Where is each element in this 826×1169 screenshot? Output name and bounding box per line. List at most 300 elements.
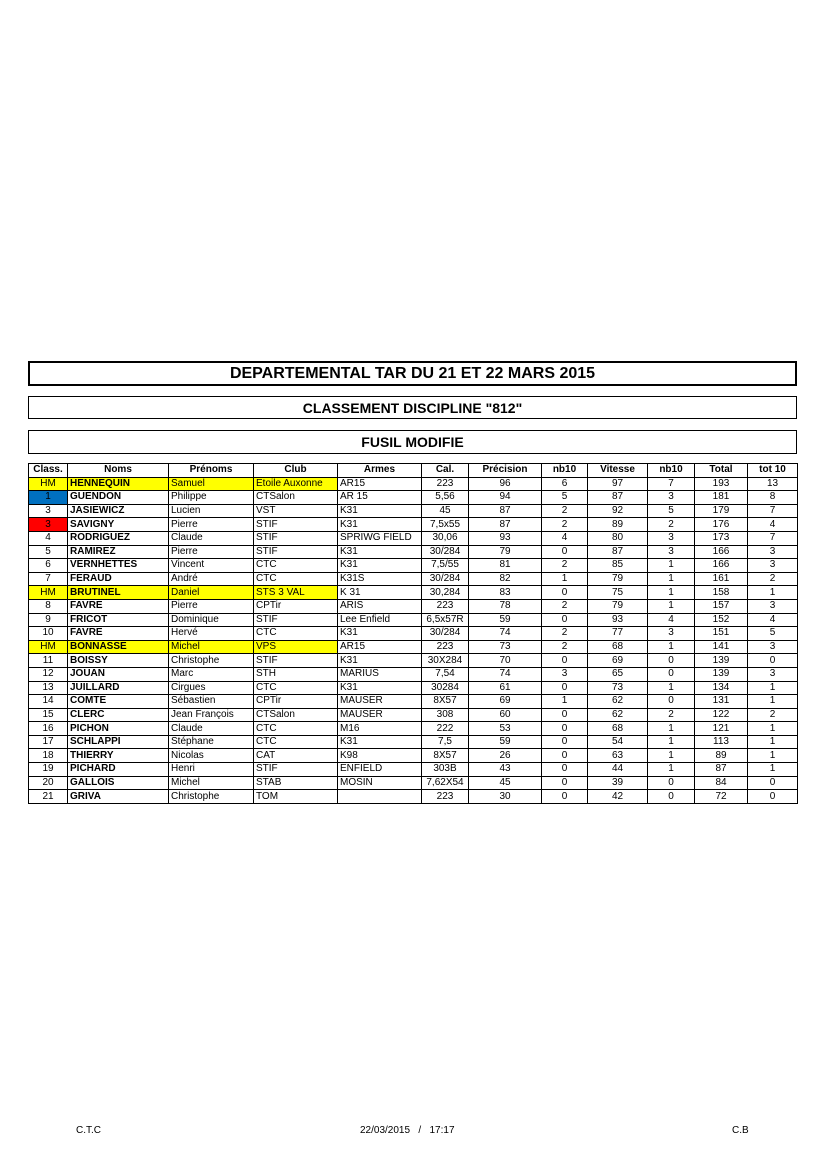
cell-club: CTC	[254, 559, 338, 573]
cell-nom: BONNASSE	[68, 640, 169, 654]
header-club: Club	[254, 464, 338, 478]
cell-nb10-precision: 0	[542, 790, 588, 804]
cell-tot10: 3	[748, 559, 798, 573]
cell-nb10-vitesse: 7	[648, 477, 695, 491]
cell-precision: 82	[469, 572, 542, 586]
cell-arme: ARIS	[338, 599, 422, 613]
cell-cal: 30,06	[422, 531, 469, 545]
cell-tot10: 2	[748, 708, 798, 722]
cell-prenom: Michel	[169, 640, 254, 654]
cell-arme: SPRIWG FIELD	[338, 531, 422, 545]
cell-class: 1	[29, 491, 68, 505]
cell-precision: 26	[469, 749, 542, 763]
cell-cal: 7,5/55	[422, 559, 469, 573]
cell-class: 14	[29, 695, 68, 709]
cell-nom: FAVRE	[68, 627, 169, 641]
cell-cal: 5,56	[422, 491, 469, 505]
cell-prenom: Pierre	[169, 518, 254, 532]
cell-arme: ENFIELD	[338, 763, 422, 777]
cell-vitesse: 44	[588, 763, 648, 777]
cell-class: 9	[29, 613, 68, 627]
cell-club: STIF	[254, 763, 338, 777]
cell-tot10: 1	[748, 749, 798, 763]
cell-total: 161	[695, 572, 748, 586]
cell-nb10-vitesse: 1	[648, 749, 695, 763]
table-row	[29, 722, 798, 736]
table-row	[29, 735, 798, 749]
cell-nb10-vitesse: 3	[648, 531, 695, 545]
cell-class: HM	[29, 640, 68, 654]
cell-nom: SCHLAPPI	[68, 735, 169, 749]
cell-tot10: 3	[748, 545, 798, 559]
cell-nb10-vitesse: 1	[648, 722, 695, 736]
cell-precision: 78	[469, 599, 542, 613]
page-title: DEPARTEMENTAL TAR DU 21 ET 22 MARS 2015	[229, 364, 596, 382]
cell-vitesse: 79	[588, 599, 648, 613]
cell-nb10-vitesse: 1	[648, 763, 695, 777]
cell-vitesse: 87	[588, 491, 648, 505]
header-nb10-precision: nb10	[542, 464, 588, 478]
cell-precision: 53	[469, 722, 542, 736]
cell-total: 157	[695, 599, 748, 613]
cell-nb10-vitesse: 1	[648, 735, 695, 749]
cell-tot10: 1	[748, 586, 798, 600]
cell-precision: 96	[469, 477, 542, 491]
cell-precision: 81	[469, 559, 542, 573]
header-nb10-vitesse: nb10	[648, 464, 695, 478]
cell-class: 16	[29, 722, 68, 736]
cell-prenom: Vincent	[169, 559, 254, 573]
cell-club: VPS	[254, 640, 338, 654]
cell-nom: CLERC	[68, 708, 169, 722]
cell-nb10-precision: 2	[542, 559, 588, 573]
cell-cal: 223	[422, 599, 469, 613]
cell-nb10-vitesse: 3	[648, 627, 695, 641]
cell-nb10-precision: 6	[542, 477, 588, 491]
header-class: Class.	[29, 464, 68, 478]
cell-total: 158	[695, 586, 748, 600]
cell-total: 121	[695, 722, 748, 736]
cell-precision: 93	[469, 531, 542, 545]
cell-club: Etoile Auxonne	[254, 477, 338, 491]
table-row	[29, 491, 798, 505]
cell-nb10-precision: 0	[542, 735, 588, 749]
table-row	[29, 504, 798, 518]
cell-total: 179	[695, 504, 748, 518]
cell-tot10: 7	[748, 504, 798, 518]
table-row	[29, 627, 798, 641]
cell-cal: 308	[422, 708, 469, 722]
cell-arme: M16	[338, 722, 422, 736]
table-row	[29, 763, 798, 777]
cell-precision: 74	[469, 627, 542, 641]
table-row	[29, 531, 798, 545]
table-row	[29, 545, 798, 559]
cell-vitesse: 62	[588, 695, 648, 709]
table-body	[29, 477, 798, 803]
cell-nom: GRIVA	[68, 790, 169, 804]
cell-arme: K31	[338, 654, 422, 668]
cell-vitesse: 62	[588, 708, 648, 722]
cell-club: STH	[254, 667, 338, 681]
header-prenom: Prénoms	[169, 464, 254, 478]
cell-class: 4	[29, 531, 68, 545]
cell-nb10-precision: 0	[542, 654, 588, 668]
cell-nb10-vitesse: 2	[648, 518, 695, 532]
discipline-title: CLASSEMENT DISCIPLINE "812"	[302, 399, 523, 416]
cell-class: 11	[29, 654, 68, 668]
cell-vitesse: 92	[588, 504, 648, 518]
cell-nom: JOUAN	[68, 667, 169, 681]
discipline-banner	[28, 396, 797, 419]
cell-arme: K31	[338, 681, 422, 695]
table-row	[29, 654, 798, 668]
cell-nb10-precision: 3	[542, 667, 588, 681]
cell-arme: MAUSER	[338, 695, 422, 709]
header-precision: Précision	[469, 464, 542, 478]
cell-prenom: Samuel	[169, 477, 254, 491]
cell-prenom: Christophe	[169, 654, 254, 668]
table-row	[29, 776, 798, 790]
cell-nom: HENNEQUIN	[68, 477, 169, 491]
cell-cal: 30/284	[422, 627, 469, 641]
cell-nb10-vitesse: 4	[648, 613, 695, 627]
cell-club: TOM	[254, 790, 338, 804]
cell-prenom: Dominique	[169, 613, 254, 627]
cell-nb10-precision: 0	[542, 613, 588, 627]
table-row	[29, 477, 798, 491]
cell-precision: 30	[469, 790, 542, 804]
cell-club: STIF	[254, 654, 338, 668]
cell-prenom: Daniel	[169, 586, 254, 600]
cell-total: 152	[695, 613, 748, 627]
cell-vitesse: 93	[588, 613, 648, 627]
cell-arme: K31	[338, 735, 422, 749]
cell-total: 134	[695, 681, 748, 695]
cell-class: 8	[29, 599, 68, 613]
cell-precision: 43	[469, 763, 542, 777]
cell-total: 151	[695, 627, 748, 641]
cell-tot10: 1	[748, 722, 798, 736]
cell-nb10-precision: 0	[542, 545, 588, 559]
cell-class: 5	[29, 545, 68, 559]
cell-vitesse: 73	[588, 681, 648, 695]
cell-tot10: 8	[748, 491, 798, 505]
cell-arme: MOSIN	[338, 776, 422, 790]
cell-nb10-vitesse: 3	[648, 491, 695, 505]
results-table	[28, 463, 798, 804]
cell-tot10: 3	[748, 599, 798, 613]
cell-vitesse: 80	[588, 531, 648, 545]
cell-nom: THIERRY	[68, 749, 169, 763]
cell-vitesse: 42	[588, 790, 648, 804]
cell-prenom: Pierre	[169, 545, 254, 559]
cell-prenom: Lucien	[169, 504, 254, 518]
cell-prenom: Claude	[169, 722, 254, 736]
cell-arme: K31S	[338, 572, 422, 586]
cell-nb10-precision: 1	[542, 695, 588, 709]
cell-precision: 45	[469, 776, 542, 790]
cell-nb10-precision: 2	[542, 504, 588, 518]
cell-nb10-precision: 0	[542, 776, 588, 790]
cell-cal: 30/284	[422, 545, 469, 559]
cell-vitesse: 87	[588, 545, 648, 559]
cell-class: 6	[29, 559, 68, 573]
table-row	[29, 667, 798, 681]
cell-precision: 83	[469, 586, 542, 600]
cell-arme: AR 15	[338, 491, 422, 505]
header-vitesse: Vitesse	[588, 464, 648, 478]
cell-cal: 45	[422, 504, 469, 518]
cell-tot10: 13	[748, 477, 798, 491]
cell-cal: 222	[422, 722, 469, 736]
cell-cal: 30/284	[422, 572, 469, 586]
cell-cal: 30,284	[422, 586, 469, 600]
header-arme: Armes	[338, 464, 422, 478]
cell-cal: 223	[422, 790, 469, 804]
cell-tot10: 1	[748, 763, 798, 777]
cell-cal: 6,5x57R	[422, 613, 469, 627]
cell-nom: BRUTINEL	[68, 586, 169, 600]
cell-prenom: Cirgues	[169, 681, 254, 695]
cell-nom: GUENDON	[68, 491, 169, 505]
cell-prenom: Henri	[169, 763, 254, 777]
cell-nom: BOISSY	[68, 654, 169, 668]
cell-club: STIF	[254, 545, 338, 559]
cell-class: HM	[29, 586, 68, 600]
cell-arme: K31	[338, 545, 422, 559]
cell-tot10: 1	[748, 695, 798, 709]
cell-nb10-precision: 2	[542, 640, 588, 654]
cell-prenom: Christophe	[169, 790, 254, 804]
cell-club: CTC	[254, 722, 338, 736]
cell-vitesse: 97	[588, 477, 648, 491]
cell-vitesse: 68	[588, 722, 648, 736]
header-nom: Noms	[68, 464, 169, 478]
cell-precision: 73	[469, 640, 542, 654]
footer-right: C.B	[732, 1125, 749, 1136]
cell-tot10: 1	[748, 681, 798, 695]
cell-total: 173	[695, 531, 748, 545]
cell-nb10-precision: 0	[542, 708, 588, 722]
cell-cal: 8X57	[422, 695, 469, 709]
footer-datetime: 22/03/2015 / 17:17	[360, 1125, 455, 1136]
cell-vitesse: 68	[588, 640, 648, 654]
cell-cal: 7,62X54	[422, 776, 469, 790]
cell-nom: COMTE	[68, 695, 169, 709]
cell-nb10-vitesse: 1	[648, 640, 695, 654]
cell-precision: 87	[469, 504, 542, 518]
cell-tot10: 0	[748, 776, 798, 790]
header-cal: Cal.	[422, 464, 469, 478]
cell-cal: 7,54	[422, 667, 469, 681]
cell-vitesse: 39	[588, 776, 648, 790]
cell-arme: K31	[338, 518, 422, 532]
cell-tot10: 3	[748, 640, 798, 654]
cell-class: 7	[29, 572, 68, 586]
cell-nb10-precision: 5	[542, 491, 588, 505]
cell-total: 181	[695, 491, 748, 505]
cell-total: 131	[695, 695, 748, 709]
cell-nb10-vitesse: 1	[648, 559, 695, 573]
cell-total: 72	[695, 790, 748, 804]
cell-precision: 70	[469, 654, 542, 668]
header-tot10: tot 10	[748, 464, 798, 478]
cell-nom: FAVRE	[68, 599, 169, 613]
category-title: FUSIL MODIFIE	[361, 434, 464, 450]
table-header-row	[29, 464, 798, 478]
cell-class: 20	[29, 776, 68, 790]
cell-cal: 223	[422, 640, 469, 654]
cell-total: 89	[695, 749, 748, 763]
cell-arme	[338, 790, 422, 804]
cell-nom: SAVIGNY	[68, 518, 169, 532]
cell-club: CTC	[254, 681, 338, 695]
cell-nb10-vitesse: 0	[648, 776, 695, 790]
cell-nom: PICHON	[68, 722, 169, 736]
cell-club: VST	[254, 504, 338, 518]
cell-prenom: Pierre	[169, 599, 254, 613]
cell-arme: Lee Enfield	[338, 613, 422, 627]
cell-class: 15	[29, 708, 68, 722]
cell-club: CTSalon	[254, 708, 338, 722]
cell-nb10-precision: 2	[542, 518, 588, 532]
cell-class: HM	[29, 477, 68, 491]
cell-tot10: 2	[748, 572, 798, 586]
cell-nb10-precision: 2	[542, 599, 588, 613]
cell-total: 141	[695, 640, 748, 654]
cell-arme: K 31	[338, 586, 422, 600]
cell-cal: 7,5	[422, 735, 469, 749]
table-row	[29, 599, 798, 613]
cell-precision: 87	[469, 518, 542, 532]
cell-arme: K31	[338, 559, 422, 573]
cell-nb10-vitesse: 0	[648, 654, 695, 668]
cell-vitesse: 65	[588, 667, 648, 681]
cell-nb10-vitesse: 0	[648, 695, 695, 709]
header-total: Total	[695, 464, 748, 478]
cell-vitesse: 69	[588, 654, 648, 668]
cell-precision: 74	[469, 667, 542, 681]
cell-nb10-precision: 2	[542, 627, 588, 641]
cell-class: 21	[29, 790, 68, 804]
cell-total: 166	[695, 559, 748, 573]
cell-nom: JUILLARD	[68, 681, 169, 695]
cell-nb10-precision: 0	[542, 763, 588, 777]
cell-tot10: 3	[748, 667, 798, 681]
cell-cal: 223	[422, 477, 469, 491]
cell-class: 17	[29, 735, 68, 749]
cell-tot10: 7	[748, 531, 798, 545]
cell-club: STIF	[254, 518, 338, 532]
cell-precision: 60	[469, 708, 542, 722]
cell-cal: 30284	[422, 681, 469, 695]
cell-total: 87	[695, 763, 748, 777]
cell-club: CPTir	[254, 695, 338, 709]
category-banner	[28, 430, 797, 454]
cell-prenom: Philippe	[169, 491, 254, 505]
cell-total: 139	[695, 654, 748, 668]
cell-nb10-vitesse: 0	[648, 790, 695, 804]
table-row	[29, 586, 798, 600]
cell-nom: RODRIGUEZ	[68, 531, 169, 545]
cell-club: STIF	[254, 531, 338, 545]
cell-nom: JASIEWICZ	[68, 504, 169, 518]
cell-vitesse: 54	[588, 735, 648, 749]
cell-nb10-vitesse: 1	[648, 586, 695, 600]
cell-nb10-vitesse: 5	[648, 504, 695, 518]
cell-precision: 69	[469, 695, 542, 709]
cell-tot10: 5	[748, 627, 798, 641]
cell-vitesse: 85	[588, 559, 648, 573]
cell-prenom: Jean François	[169, 708, 254, 722]
cell-arme: AR15	[338, 477, 422, 491]
cell-tot10: 0	[748, 790, 798, 804]
footer-left: C.T.C	[76, 1125, 101, 1136]
cell-cal: 8X57	[422, 749, 469, 763]
cell-class: 19	[29, 763, 68, 777]
cell-arme: K98	[338, 749, 422, 763]
table-row	[29, 790, 798, 804]
cell-nb10-vitesse: 0	[648, 667, 695, 681]
cell-precision: 79	[469, 545, 542, 559]
cell-total: 166	[695, 545, 748, 559]
cell-club: CTC	[254, 735, 338, 749]
cell-prenom: Claude	[169, 531, 254, 545]
cell-class: 10	[29, 627, 68, 641]
cell-club: CTC	[254, 627, 338, 641]
cell-nom: VERNHETTES	[68, 559, 169, 573]
cell-prenom: Michel	[169, 776, 254, 790]
cell-class: 3	[29, 504, 68, 518]
cell-prenom: André	[169, 572, 254, 586]
cell-club: STS 3 VAL	[254, 586, 338, 600]
cell-tot10: 0	[748, 654, 798, 668]
cell-nom: FRICOT	[68, 613, 169, 627]
table-row	[29, 695, 798, 709]
cell-arme: K31	[338, 504, 422, 518]
cell-nb10-vitesse: 1	[648, 572, 695, 586]
cell-nb10-precision: 4	[542, 531, 588, 545]
cell-vitesse: 89	[588, 518, 648, 532]
cell-nb10-precision: 0	[542, 586, 588, 600]
cell-prenom: Stéphane	[169, 735, 254, 749]
cell-nb10-vitesse: 2	[648, 708, 695, 722]
cell-precision: 59	[469, 613, 542, 627]
cell-nom: RAMIREZ	[68, 545, 169, 559]
cell-tot10: 4	[748, 613, 798, 627]
cell-nom: GALLOIS	[68, 776, 169, 790]
cell-vitesse: 75	[588, 586, 648, 600]
cell-nb10-precision: 0	[542, 681, 588, 695]
cell-cal: 7,5x55	[422, 518, 469, 532]
cell-total: 139	[695, 667, 748, 681]
cell-arme: K31	[338, 627, 422, 641]
cell-nom: PICHARD	[68, 763, 169, 777]
table-row	[29, 640, 798, 654]
cell-club: CPTir	[254, 599, 338, 613]
cell-vitesse: 79	[588, 572, 648, 586]
cell-precision: 59	[469, 735, 542, 749]
cell-nb10-vitesse: 1	[648, 681, 695, 695]
cell-nom: FERAUD	[68, 572, 169, 586]
cell-nb10-vitesse: 3	[648, 545, 695, 559]
table-row	[29, 681, 798, 695]
cell-club: CTSalon	[254, 491, 338, 505]
cell-club: CTC	[254, 572, 338, 586]
cell-arme: MAUSER	[338, 708, 422, 722]
table-row	[29, 572, 798, 586]
